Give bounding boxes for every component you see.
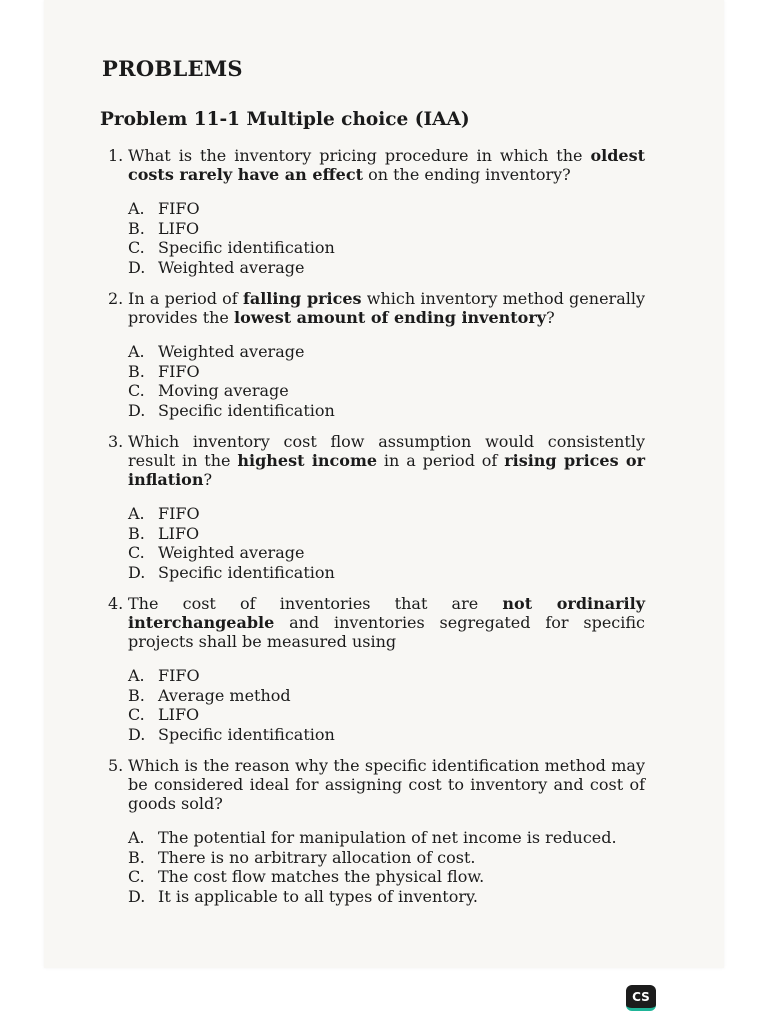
- question-text: [128, 594, 645, 651]
- question-emphasis: lowest amount of ending inventory: [233, 308, 547, 327]
- answer-option: [128, 381, 645, 401]
- question-text-segment: Which inventory cost flow assumption would consistently result in the: [128, 432, 645, 470]
- option-letter: D.: [128, 257, 146, 277]
- option-text: The potential for manipulation of net income is reduced.: [158, 828, 617, 847]
- question-number: 1.: [108, 146, 124, 165]
- option-text: Specific identification: [158, 562, 335, 582]
- question-text-segment: In a period of: [128, 289, 243, 308]
- option-letter: D.: [128, 562, 146, 582]
- answer-option: [128, 725, 645, 745]
- option-text: FIFO: [158, 199, 200, 218]
- question-emphasis: falling prices: [242, 289, 362, 308]
- answer-option: [128, 504, 645, 524]
- question-text-segment: and inventories segregated for specific projects shall be measured using: [128, 613, 645, 651]
- question-item: [100, 432, 645, 582]
- page-content: [100, 56, 645, 918]
- answer-option: [128, 666, 645, 686]
- answer-option: [128, 362, 645, 382]
- answer-options: [128, 504, 645, 582]
- option-letter: A.: [128, 342, 145, 361]
- question-number: 3.: [108, 432, 124, 451]
- question-text-segment: The cost of inventories that are: [128, 594, 503, 613]
- option-text: The cost flow matches the physical flow.: [158, 867, 485, 886]
- option-text: Weighted average: [158, 257, 305, 277]
- question-item: [100, 289, 645, 420]
- option-letter: A.: [128, 666, 145, 685]
- option-letter: A.: [128, 828, 145, 847]
- answer-option: [128, 199, 645, 219]
- question-text: [128, 432, 645, 489]
- option-text: Average method: [158, 685, 291, 705]
- question-text-segment: on the ending inventory?: [362, 165, 571, 184]
- option-text: Weighted average: [158, 543, 305, 562]
- question-item: [100, 594, 645, 744]
- question-number: 5.: [108, 756, 124, 775]
- question-text-segment: What is the inventory pricing procedure in which the: [128, 146, 591, 165]
- option-text: LIFO: [158, 705, 200, 724]
- answer-option: [128, 219, 645, 239]
- question-text: [128, 756, 645, 813]
- answer-option: [128, 543, 645, 563]
- answer-option: [128, 867, 645, 887]
- option-text: Weighted average: [158, 342, 305, 361]
- option-letter: C.: [128, 381, 145, 400]
- option-letter: B.: [128, 847, 145, 867]
- page-heading: PROBLEMS: [102, 56, 243, 81]
- option-text: There is no arbitrary allocation of cost.: [158, 847, 476, 867]
- answer-option: [128, 705, 645, 725]
- option-text: Moving average: [158, 381, 289, 400]
- camscanner-logo-icon: [626, 985, 656, 1011]
- answer-options: [128, 199, 645, 277]
- question-list: [100, 146, 645, 906]
- option-text: FIFO: [158, 504, 200, 523]
- option-text: It is applicable to all types of inventory.: [158, 886, 478, 906]
- question-emphasis: oldest costs rarely have an effect: [128, 146, 645, 184]
- answer-option: [128, 828, 645, 848]
- answer-option: [128, 258, 645, 278]
- option-text: FIFO: [158, 666, 200, 685]
- answer-option: [128, 238, 645, 258]
- option-letter: A.: [128, 199, 145, 218]
- answer-options: [128, 828, 645, 906]
- option-letter: B.: [128, 523, 145, 543]
- badge-text: CS: [632, 989, 650, 1004]
- question-emphasis: not ordinarily interchangeable: [128, 594, 645, 632]
- answer-option: [128, 686, 645, 706]
- problem-title: Problem 11-1 Multiple choice (IAA): [100, 109, 470, 130]
- question-number: 4.: [108, 594, 124, 613]
- option-letter: A.: [128, 504, 145, 523]
- question-text-segment: which inventory method generally provides the: [128, 289, 646, 327]
- question-item: [100, 756, 645, 906]
- question-number: 2.: [108, 289, 124, 308]
- answer-option: [128, 848, 645, 868]
- question-emphasis: rising prices or inflation: [128, 451, 646, 489]
- option-letter: D.: [128, 886, 146, 906]
- question-text-segment: in a period of: [377, 451, 505, 470]
- question-text-segment: Which is the reason why the specific identification method may be considered ideal for assigning cost to inventory and cost of goods sold?: [128, 756, 645, 813]
- option-letter: D.: [128, 400, 146, 420]
- answer-option: [128, 401, 645, 421]
- option-letter: C.: [128, 238, 145, 257]
- option-letter: B.: [128, 361, 145, 381]
- option-text: FIFO: [158, 361, 200, 381]
- option-letter: B.: [128, 218, 145, 238]
- answer-option: [128, 563, 645, 583]
- answer-options: [128, 666, 645, 744]
- answer-option: [128, 887, 645, 907]
- option-letter: D.: [128, 724, 146, 744]
- answer-option: [128, 524, 645, 544]
- option-letter: C.: [128, 867, 145, 886]
- answer-option: [128, 342, 645, 362]
- option-letter: C.: [128, 543, 145, 562]
- question-text: [128, 146, 645, 184]
- option-text: LIFO: [158, 218, 200, 238]
- option-letter: C.: [128, 705, 145, 724]
- option-letter: B.: [128, 685, 145, 705]
- answer-options: [128, 342, 645, 420]
- option-text: Specific identification: [158, 238, 335, 257]
- option-text: Specific identification: [158, 724, 335, 744]
- option-text: Specific identification: [158, 400, 335, 420]
- question-text-segment: ?: [546, 308, 555, 327]
- question-emphasis: highest income: [237, 451, 378, 470]
- question-text: [128, 289, 645, 327]
- question-item: [100, 146, 645, 277]
- option-text: LIFO: [158, 523, 200, 543]
- question-text-segment: ?: [203, 470, 213, 489]
